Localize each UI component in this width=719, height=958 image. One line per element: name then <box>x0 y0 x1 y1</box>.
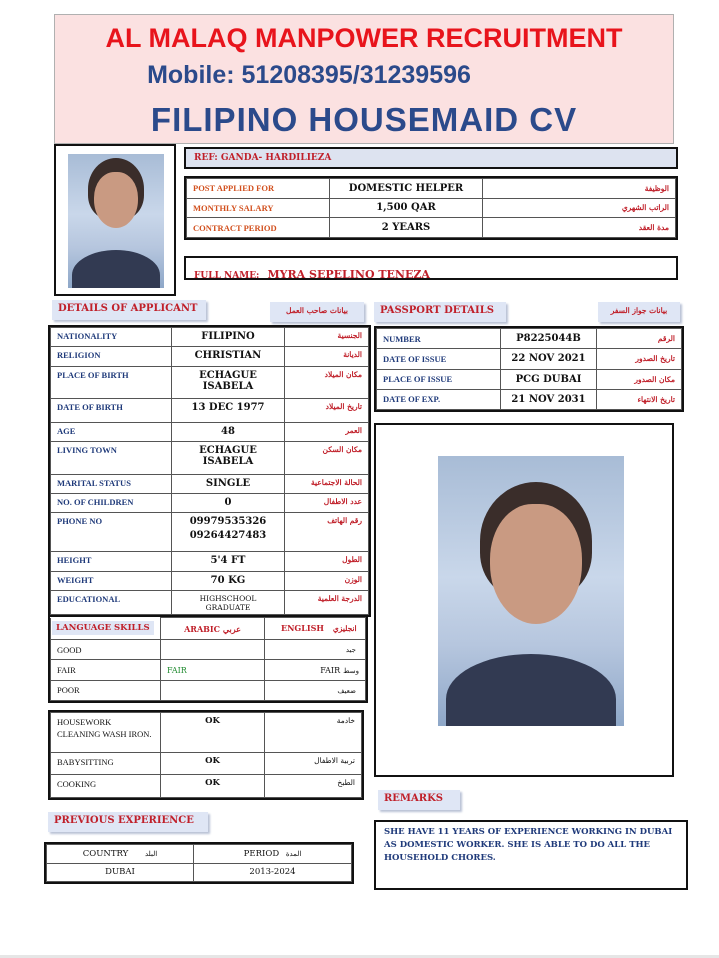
applicant-label: PHONE NO <box>51 513 172 552</box>
language-english-cell <box>265 680 366 700</box>
applicant-value-text: 13 DEC 1977 <box>191 402 265 414</box>
passport-value: 22 NOV 2021 <box>501 349 597 369</box>
experience-row <box>47 863 352 882</box>
applicant-label-ar: عدد الاطفال <box>285 494 369 513</box>
passport-section-title: PASSPORT DETAILS <box>374 302 506 322</box>
applicant-value-text: SINGLE <box>205 477 251 489</box>
full-name-label: FULL NAME: <box>194 271 260 281</box>
applicant-row <box>51 399 369 423</box>
applicant-value <box>172 591 285 615</box>
language-row <box>51 640 366 660</box>
large-photo-frame <box>374 423 674 777</box>
applicant-label-ar: الوزن <box>285 571 369 590</box>
english-column-header: ENGLISH <box>281 623 324 634</box>
country-header: COUNTRY <box>82 848 129 859</box>
language-english-cell <box>265 640 366 660</box>
applicant-label: RELIGION <box>51 347 172 366</box>
applicant-value-text: HIGHSCHOOL GRADUATE <box>199 594 257 613</box>
remarks-box <box>374 820 688 890</box>
language-level: POOR <box>51 680 161 700</box>
job-value: DOMESTIC HELPER <box>330 179 483 199</box>
skill-row <box>51 775 362 798</box>
applicant-value-text: ECHAGUE ISABELA <box>199 445 257 468</box>
full-name-value: MYRA SEPELINO TENEZA <box>267 268 430 281</box>
job-label-ar: الوظيفة <box>483 179 676 199</box>
company-name: AL MALAQ MANPOWER RECRUITMENT <box>105 23 623 53</box>
skill-label-ar: الطبخ <box>265 775 362 798</box>
applicant-label: WEIGHT <box>51 571 172 590</box>
applicant-row <box>51 347 369 366</box>
skill-label: COOKING <box>51 775 161 798</box>
passport-value: 21 NOV 2031 <box>501 389 597 409</box>
skills-table <box>48 710 364 800</box>
applicant-label: AGE <box>51 422 172 441</box>
language-row <box>51 660 366 680</box>
applicant-photo-small <box>68 154 164 288</box>
job-label-ar: مدة العقد <box>483 218 676 238</box>
passport-label: NUMBER <box>377 329 501 349</box>
applicant-label: LIVING TOWN <box>51 442 172 474</box>
applicant-row <box>51 591 369 615</box>
passport-value: P8225044B <box>501 329 597 349</box>
passport-value: PCG DUBAI <box>501 369 597 389</box>
applicant-label-ar: تاريخ الميلاد <box>285 399 369 423</box>
language-arabic-value <box>161 680 265 700</box>
company-mobile: Mobile: 51208395/31239596 <box>147 61 471 89</box>
period-header: PERIOD <box>243 848 280 859</box>
language-skills-title: LANGUAGE SKILLS <box>52 621 154 635</box>
full-name-box <box>184 256 678 280</box>
skill-row <box>51 752 362 775</box>
passport-label: PLACE OF ISSUE <box>377 369 501 389</box>
applicant-details-table <box>48 325 371 617</box>
passport-row <box>377 329 682 349</box>
skill-label-ar: خادمة <box>265 713 362 753</box>
applicant-label: HEIGHT <box>51 552 172 571</box>
skill-value: OK <box>161 713 265 753</box>
applicant-section-title-ar: بيانات صاحب العمل <box>270 302 364 322</box>
applicant-row <box>51 328 369 347</box>
applicant-value <box>172 347 285 366</box>
applicant-value-text-2: 09264427483 <box>189 530 267 542</box>
applicant-value <box>172 422 285 441</box>
job-row <box>187 198 676 218</box>
applicant-label: MARITAL STATUS <box>51 474 172 493</box>
experience-table <box>44 842 354 884</box>
applicant-value <box>172 442 285 474</box>
applicant-label: DATE OF BIRTH <box>51 399 172 423</box>
skill-label: HOUSEWORK CLEANING WASH IRON. <box>51 713 161 753</box>
arabic-column-header: ARABIC عربي <box>161 618 265 640</box>
country-header-ar: البلد <box>145 849 158 858</box>
reference-code: REF: GANDA- HARDILIEZA <box>184 147 678 169</box>
language-level: GOOD <box>51 640 161 660</box>
applicant-label-ar: الطول <box>285 552 369 571</box>
passport-label-ar: مكان الصدور <box>597 369 682 389</box>
language-level: FAIR <box>51 660 161 680</box>
applicant-label-ar: مكان السكن <box>285 442 369 474</box>
remarks-text: SHE HAVE 11 YEARS OF EXPERIENCE WORKING IN DUBAI AS DOMESTIC WORKER. SHE IS ABLE TO DO ALL THE HOUSEHOLD CHORES. <box>384 827 673 863</box>
job-row <box>187 179 676 199</box>
applicant-value <box>172 328 285 347</box>
passport-label: DATE OF EXP. <box>377 389 501 409</box>
applicant-value-text: 09979535326 <box>189 516 267 528</box>
passport-section-title-ar: بيانات جواز السفر <box>598 302 680 322</box>
english-column-header-ar: انجليزي <box>332 624 357 634</box>
job-value: 1,500 QAR <box>330 198 483 218</box>
applicant-row <box>51 513 369 552</box>
applicant-row <box>51 366 369 398</box>
experience-country: DUBAI <box>47 863 194 882</box>
language-level-ar: ضعيف <box>337 686 356 695</box>
language-row <box>51 680 366 700</box>
applicant-row <box>51 474 369 493</box>
applicant-row <box>51 494 369 513</box>
applicant-label-ar: الحالة الاجتماعية <box>285 474 369 493</box>
skill-value: OK <box>161 752 265 775</box>
period-header-ar: المدة <box>285 849 302 858</box>
passport-details-table <box>374 326 684 412</box>
applicant-section-title: DETAILS OF APPLICANT <box>52 300 206 320</box>
passport-row <box>377 389 682 409</box>
applicant-value-text: 5'4 FT <box>210 555 246 567</box>
remarks-section-title: REMARKS <box>378 790 460 810</box>
cv-header <box>54 14 674 144</box>
passport-label-ar: تاريخ الصدور <box>597 349 682 369</box>
passport-row <box>377 349 682 369</box>
job-value: 2 YEARS <box>330 218 483 238</box>
applicant-value <box>172 494 285 513</box>
applicant-value-text: 48 <box>221 425 235 437</box>
passport-label: DATE OF ISSUE <box>377 349 501 369</box>
applicant-label-ar: الجنسية <box>285 328 369 347</box>
applicant-photo-large <box>438 456 624 726</box>
applicant-label-ar: الدرجة العلمية <box>285 591 369 615</box>
applicant-row <box>51 552 369 571</box>
applicant-label: NATIONALITY <box>51 328 172 347</box>
skill-row <box>51 713 362 753</box>
applicant-value-text: FILIPINO <box>201 331 255 342</box>
applicant-value <box>172 474 285 493</box>
skill-value: OK <box>161 775 265 798</box>
skill-label: BABYSITTING <box>51 752 161 775</box>
applicant-label: NO. OF CHILDREN <box>51 494 172 513</box>
job-label: MONTHLY SALARY <box>187 198 330 218</box>
small-photo-frame <box>54 144 176 296</box>
job-details-table <box>184 176 678 240</box>
applicant-row <box>51 571 369 590</box>
passport-label-ar: تاريخ الانتهاء <box>597 389 682 409</box>
applicant-label: EDUCATIONAL <box>51 591 172 615</box>
cv-title: FILIPINO HOUSEMAID CV <box>150 101 578 138</box>
applicant-label-ar: مكان الميلاد <box>285 366 369 398</box>
language-arabic-value <box>161 640 265 660</box>
experience-period: 2013-2024 <box>194 863 352 882</box>
passport-row <box>377 369 682 389</box>
experience-section-title: PREVIOUS EXPERIENCE <box>48 812 208 832</box>
applicant-label-ar: رقم الهاتف <box>285 513 369 552</box>
applicant-value <box>172 366 285 398</box>
language-arabic-value: FAIR <box>161 660 265 680</box>
applicant-row <box>51 422 369 441</box>
applicant-label: PLACE OF BIRTH <box>51 366 172 398</box>
skill-label-ar: تربية الاطفال <box>265 752 362 775</box>
job-label: CONTRACT PERIOD <box>187 218 330 238</box>
language-level-ar: وسط <box>343 666 359 675</box>
applicant-label-ar: الديانة <box>285 347 369 366</box>
job-row <box>187 218 676 238</box>
language-skills-table <box>48 615 368 703</box>
job-label: POST APPLIED FOR <box>187 179 330 199</box>
language-english-value: FAIR <box>320 665 341 675</box>
applicant-value <box>172 552 285 571</box>
language-level-ar: جيد <box>345 646 356 655</box>
applicant-value <box>172 513 285 552</box>
applicant-value-text: 0 <box>224 497 232 509</box>
applicant-row <box>51 442 369 474</box>
language-english-cell <box>265 660 366 680</box>
applicant-label-ar: العمر <box>285 422 369 441</box>
job-label-ar: الراتب الشهري <box>483 198 676 218</box>
applicant-value <box>172 399 285 423</box>
applicant-value-text: 70 KG <box>210 574 246 586</box>
applicant-value-text: ECHAGUE ISABELA <box>199 369 257 392</box>
applicant-value-text: CHRISTIAN <box>194 350 262 362</box>
applicant-value <box>172 571 285 590</box>
passport-label-ar: الرقم <box>597 329 682 349</box>
